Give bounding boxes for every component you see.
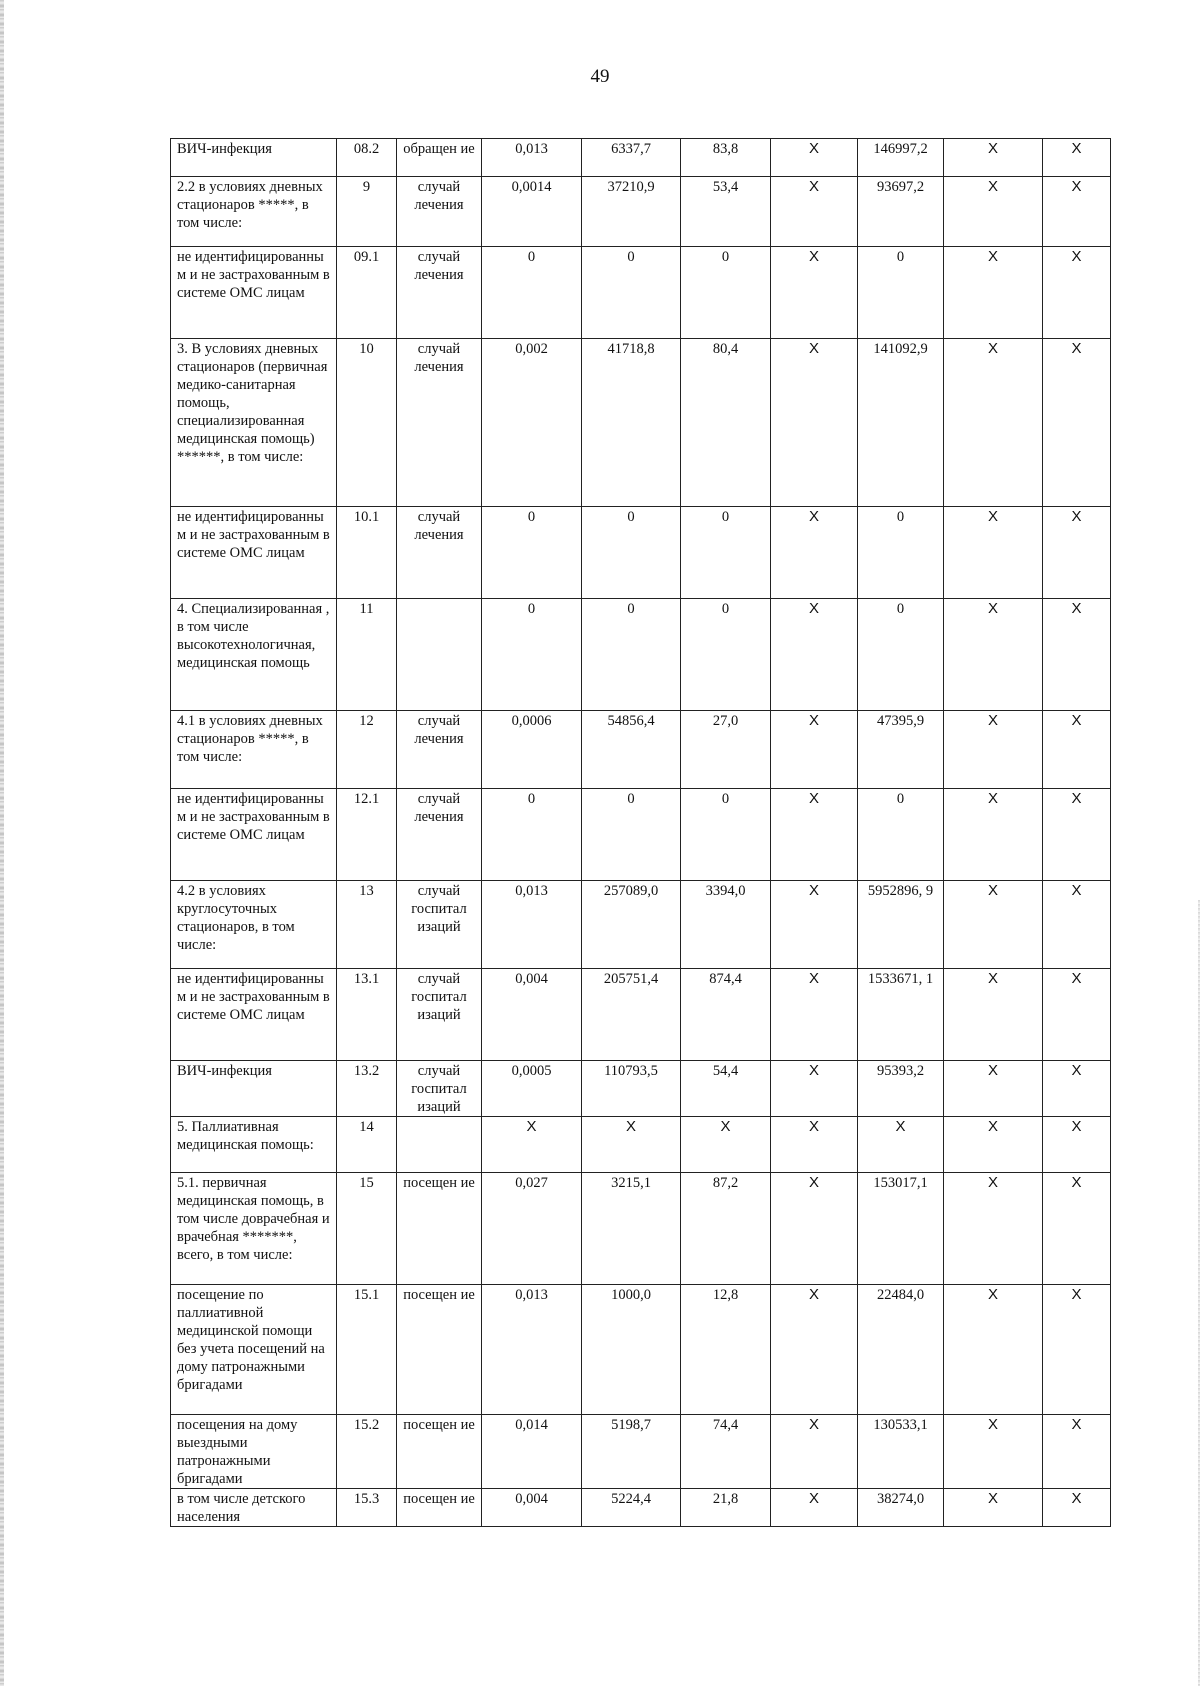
value-cell: 38274,0	[858, 1489, 944, 1527]
value-cell: 0,002	[482, 339, 582, 507]
row-name-cell: 4.1 в условиях дневных стационаров *****, в том числе:	[171, 711, 337, 789]
value-cell: 54856,4	[582, 711, 681, 789]
value-cell: 0,027	[482, 1173, 582, 1285]
value-cell: 0	[482, 247, 582, 339]
value-cell: 0	[858, 599, 944, 711]
mark-cell: X	[771, 1415, 858, 1489]
value-cell: 110793,5	[582, 1061, 681, 1117]
mark-cell: X	[771, 247, 858, 339]
table-row	[171, 1061, 1111, 1117]
row-name-cell: в том числе детского населения	[171, 1489, 337, 1527]
unit-cell: случай лечения	[397, 789, 482, 881]
mark-cell: X	[771, 1489, 858, 1527]
unit-cell: случай госпитал изаций	[397, 881, 482, 969]
value-cell: 80,4	[681, 339, 771, 507]
mark-cell: X	[944, 1415, 1043, 1489]
table-row	[171, 339, 1111, 507]
value-cell: 153017,1	[858, 1173, 944, 1285]
unit-cell	[397, 599, 482, 711]
value-cell: 47395,9	[858, 711, 944, 789]
mark-cell: X	[1043, 969, 1111, 1061]
data-table	[170, 138, 1111, 1527]
mark-cell: X	[944, 711, 1043, 789]
table-row	[171, 881, 1111, 969]
value-cell: 0,013	[482, 1285, 582, 1415]
mark-cell: X	[1043, 789, 1111, 881]
mark-cell: X	[944, 969, 1043, 1061]
value-cell: 0	[582, 599, 681, 711]
mark-cell: X	[1043, 247, 1111, 339]
mark-cell: X	[944, 1285, 1043, 1415]
mark-cell: X	[944, 339, 1043, 507]
mark-cell: X	[1043, 1285, 1111, 1415]
value-cell: 0	[858, 507, 944, 599]
value-cell: 3394,0	[681, 881, 771, 969]
table-row	[171, 247, 1111, 339]
row-name-cell: не идентифицированны м и не застрахованным в системе ОМС лицам	[171, 789, 337, 881]
mark-cell: X	[771, 1173, 858, 1285]
row-code-cell: 15.3	[337, 1489, 397, 1527]
scan-edge	[0, 0, 4, 1686]
value-cell: 0	[681, 507, 771, 599]
mark-cell: X	[771, 789, 858, 881]
mark-cell: X	[944, 177, 1043, 247]
value-cell: 0	[482, 789, 582, 881]
mark-cell: X	[771, 139, 858, 177]
row-name-cell: посещения на дому выездными патронажными бригадами	[171, 1415, 337, 1489]
row-name-cell: не идентифицированны м и не застрахованным в системе ОМС лицам	[171, 247, 337, 339]
value-cell: 83,8	[681, 139, 771, 177]
table-row	[171, 1489, 1111, 1527]
row-code-cell: 08.2	[337, 139, 397, 177]
mark-cell: X	[944, 247, 1043, 339]
mark-cell: X	[1043, 1117, 1111, 1173]
unit-cell: случай лечения	[397, 711, 482, 789]
mark-cell: X	[1043, 339, 1111, 507]
value-cell: 53,4	[681, 177, 771, 247]
mark-cell: X	[771, 1285, 858, 1415]
unit-cell: посещен ие	[397, 1173, 482, 1285]
value-cell: 205751,4	[582, 969, 681, 1061]
value-cell: 0,0014	[482, 177, 582, 247]
value-cell: 95393,2	[858, 1061, 944, 1117]
mark-cell: X	[1043, 507, 1111, 599]
row-name-cell: 5. Паллиативная медицинская помощь:	[171, 1117, 337, 1173]
value-cell: 0	[582, 247, 681, 339]
value-cell: 5952896, 9	[858, 881, 944, 969]
row-name-cell: посещение по паллиативной медицинской помощи без учета посещений на дому патронажными бригадами	[171, 1285, 337, 1415]
value-cell: 1533671, 1	[858, 969, 944, 1061]
mark-cell: X	[944, 1489, 1043, 1527]
table-row	[171, 1173, 1111, 1285]
row-code-cell: 13.1	[337, 969, 397, 1061]
value-cell: 0	[582, 789, 681, 881]
mark-cell: X	[771, 599, 858, 711]
mark-cell: X	[771, 1061, 858, 1117]
unit-cell: случай лечения	[397, 339, 482, 507]
mark-cell: X	[1043, 881, 1111, 969]
table-row	[171, 969, 1111, 1061]
value-cell: 22484,0	[858, 1285, 944, 1415]
value-cell: 87,2	[681, 1173, 771, 1285]
mark-cell: X	[771, 339, 858, 507]
value-cell: 41718,8	[582, 339, 681, 507]
unit-cell: посещен ие	[397, 1415, 482, 1489]
mark-cell: X	[944, 881, 1043, 969]
value-cell: 0	[681, 789, 771, 881]
mark-cell: X	[771, 711, 858, 789]
mark-cell: X	[944, 507, 1043, 599]
row-code-cell: 11	[337, 599, 397, 711]
row-code-cell: 12	[337, 711, 397, 789]
mark-cell: X	[1043, 1061, 1111, 1117]
row-code-cell: 13.2	[337, 1061, 397, 1117]
value-cell: 0	[482, 507, 582, 599]
row-code-cell: 09.1	[337, 247, 397, 339]
row-name-cell: 3. В условиях дневных стационаров (первичная медико-санитарная помощь, специализированная медицинская помощь) ******, в том числе:	[171, 339, 337, 507]
table-row	[171, 507, 1111, 599]
value-cell: 12,8	[681, 1285, 771, 1415]
mark-cell: X	[771, 1117, 858, 1173]
value-cell: 257089,0	[582, 881, 681, 969]
value-cell: 0,014	[482, 1415, 582, 1489]
value-cell: 54,4	[681, 1061, 771, 1117]
value-cell: 0,004	[482, 969, 582, 1061]
row-code-cell: 10.1	[337, 507, 397, 599]
row-name-cell: 5.1. первичная медицинская помощь, в том числе доврачебная и врачебная *******, всего, в том числе:	[171, 1173, 337, 1285]
unit-cell: случай госпитал изаций	[397, 969, 482, 1061]
mark-cell: X	[1043, 599, 1111, 711]
value-cell: 74,4	[681, 1415, 771, 1489]
table-row	[171, 711, 1111, 789]
row-name-cell: не идентифицированны м и не застрахованным в системе ОМС лицам	[171, 969, 337, 1061]
table-row	[171, 789, 1111, 881]
value-cell: 0	[681, 599, 771, 711]
mark-cell: X	[771, 969, 858, 1061]
table-row	[171, 1117, 1111, 1173]
unit-cell: посещен ие	[397, 1285, 482, 1415]
unit-cell: случай лечения	[397, 247, 482, 339]
value-cell: X	[858, 1117, 944, 1173]
row-code-cell: 13	[337, 881, 397, 969]
row-name-cell: 2.2 в условиях дневных стационаров *****, в том числе:	[171, 177, 337, 247]
value-cell: 130533,1	[858, 1415, 944, 1489]
row-name-cell: ВИЧ-инфекция	[171, 1061, 337, 1117]
unit-cell: посещен ие	[397, 1489, 482, 1527]
row-name-cell: ВИЧ-инфекция	[171, 139, 337, 177]
value-cell: 874,4	[681, 969, 771, 1061]
value-cell: 0	[858, 247, 944, 339]
value-cell: 0	[858, 789, 944, 881]
table-row	[171, 139, 1111, 177]
page-number: 49	[590, 66, 610, 87]
value-cell: 141092,9	[858, 339, 944, 507]
value-cell: 93697,2	[858, 177, 944, 247]
mark-cell: X	[771, 177, 858, 247]
row-code-cell: 10	[337, 339, 397, 507]
row-code-cell: 15	[337, 1173, 397, 1285]
value-cell: 5198,7	[582, 1415, 681, 1489]
row-name-cell: не идентифицированны м и не застрахованным в системе ОМС лицам	[171, 507, 337, 599]
value-cell: 21,8	[681, 1489, 771, 1527]
mark-cell: X	[944, 599, 1043, 711]
mark-cell: X	[944, 789, 1043, 881]
mark-cell: X	[771, 881, 858, 969]
table-row	[171, 177, 1111, 247]
value-cell: X	[681, 1117, 771, 1173]
row-name-cell: 4.2 в условиях круглосуточных стационаров, в том числе:	[171, 881, 337, 969]
unit-cell: случай лечения	[397, 507, 482, 599]
row-code-cell: 9	[337, 177, 397, 247]
value-cell: 0	[582, 507, 681, 599]
mark-cell: X	[944, 1117, 1043, 1173]
mark-cell: X	[944, 1061, 1043, 1117]
mark-cell: X	[771, 507, 858, 599]
value-cell: X	[482, 1117, 582, 1173]
value-cell: 0,013	[482, 139, 582, 177]
value-cell: 6337,7	[582, 139, 681, 177]
value-cell: 37210,9	[582, 177, 681, 247]
row-code-cell: 15.1	[337, 1285, 397, 1415]
mark-cell: X	[1043, 139, 1111, 177]
row-code-cell: 12.1	[337, 789, 397, 881]
row-code-cell: 15.2	[337, 1415, 397, 1489]
value-cell: 0,0006	[482, 711, 582, 789]
mark-cell: X	[1043, 1415, 1111, 1489]
row-code-cell: 14	[337, 1117, 397, 1173]
value-cell: 0	[681, 247, 771, 339]
value-cell: 3215,1	[582, 1173, 681, 1285]
value-cell: 146997,2	[858, 139, 944, 177]
value-cell: 27,0	[681, 711, 771, 789]
value-cell: 0,0005	[482, 1061, 582, 1117]
value-cell: 0	[482, 599, 582, 711]
value-cell: 1000,0	[582, 1285, 681, 1415]
value-cell: 0,013	[482, 881, 582, 969]
row-name-cell: 4. Специализированная , в том числе высокотехнологичная, медицинская помощь	[171, 599, 337, 711]
unit-cell: обращен ие	[397, 139, 482, 177]
mark-cell: X	[1043, 1173, 1111, 1285]
unit-cell: случай лечения	[397, 177, 482, 247]
value-cell: 5224,4	[582, 1489, 681, 1527]
table-row	[171, 1415, 1111, 1489]
unit-cell: случай госпитал изаций	[397, 1061, 482, 1117]
unit-cell	[397, 1117, 482, 1173]
table-body	[171, 139, 1111, 1527]
mark-cell: X	[944, 1173, 1043, 1285]
table-row	[171, 1285, 1111, 1415]
value-cell: 0,004	[482, 1489, 582, 1527]
mark-cell: X	[944, 139, 1043, 177]
table-row	[171, 599, 1111, 711]
mark-cell: X	[1043, 1489, 1111, 1527]
mark-cell: X	[1043, 177, 1111, 247]
mark-cell: X	[1043, 711, 1111, 789]
value-cell: X	[582, 1117, 681, 1173]
